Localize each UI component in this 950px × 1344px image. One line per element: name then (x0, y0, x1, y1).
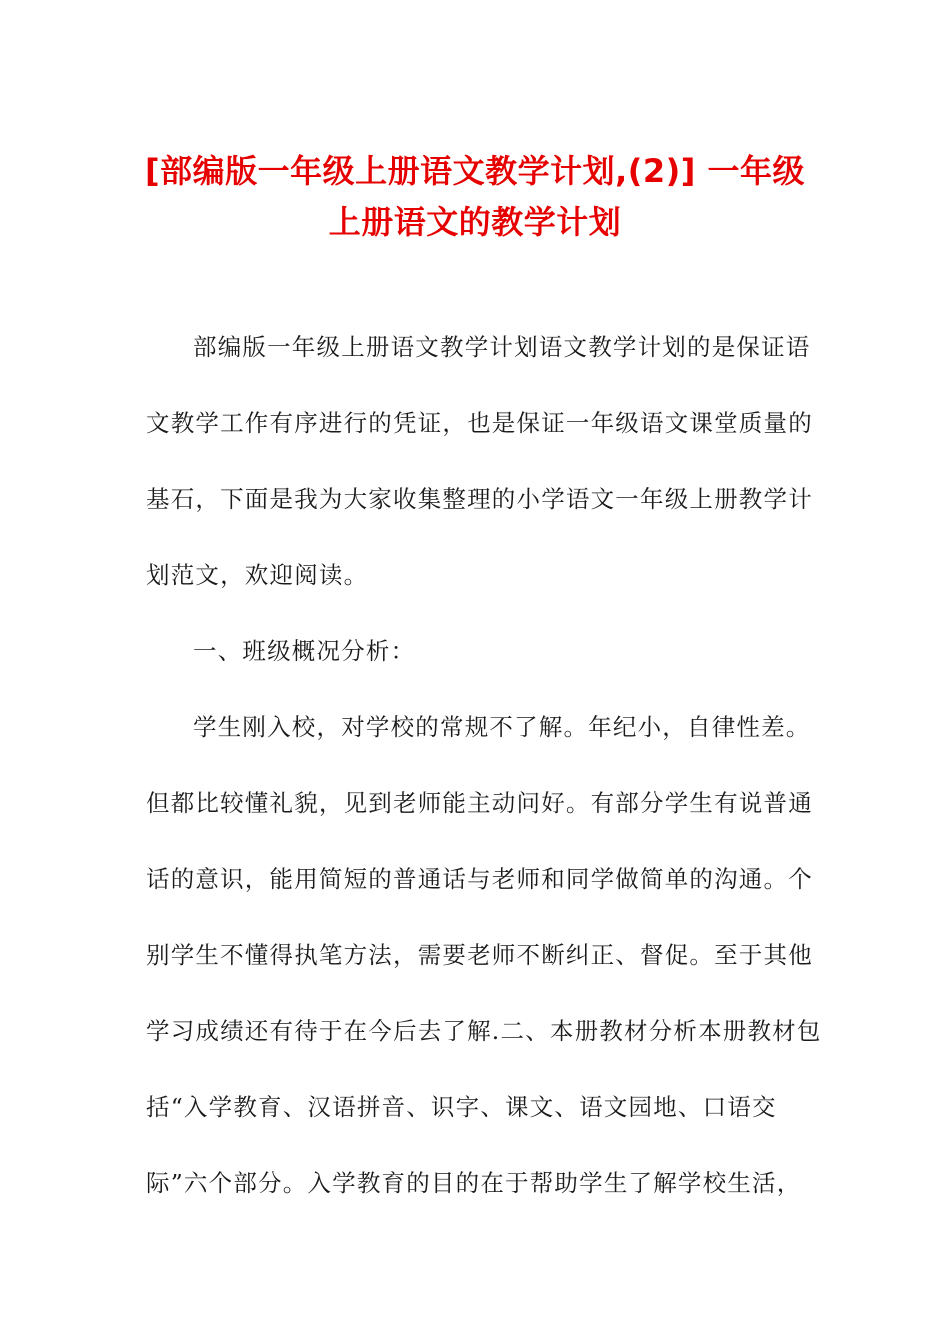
paragraph-line: 部编版一年级上册语文教学计划语文教学计划的是保证语 (193, 333, 811, 361)
paragraph-line: 话的意识，能用简短的普通话与老师和同学做简单的沟通。个 (146, 865, 813, 893)
paragraph-line: 学生刚入校，对学校的常规不了解。年纪小，自律性差。 (193, 713, 811, 741)
title-line: [部编版一年级上册语文教学计划,(2)] 一年级 (144, 152, 806, 190)
paragraph-line: 文教学工作有序进行的凭证，也是保证一年级语文课堂质量的 (146, 409, 813, 437)
document-title (100, 146, 850, 248)
section-heading: 一、班级概况分析： (193, 637, 416, 665)
paragraph-line: 别学生不懂得执笔方法，需要老师不断纠正、督促。至于其他 (146, 941, 813, 969)
paragraph-line: 学习成绩还有待于在今后去了解.二、本册教材分析本册教材包 (146, 1017, 822, 1045)
paragraph-line: 际”六个部分。入学教育的目的在于帮助学生了解学校生活， (146, 1169, 802, 1197)
paragraph-line: 基石，下面是我为大家收集整理的小学语文一年级上册教学计 (146, 485, 813, 513)
paragraph-line: 括“入学教育、汉语拼音、识字、课文、语文园地、口语交 (146, 1093, 777, 1121)
paragraph-line: 但都比较懂礼貌，见到老师能主动问好。有部分学生有说普通 (146, 789, 813, 817)
title-line: 上册语文的教学计划 (328, 203, 622, 241)
paragraph-line: 划范文，欢迎阅读。 (146, 561, 369, 589)
